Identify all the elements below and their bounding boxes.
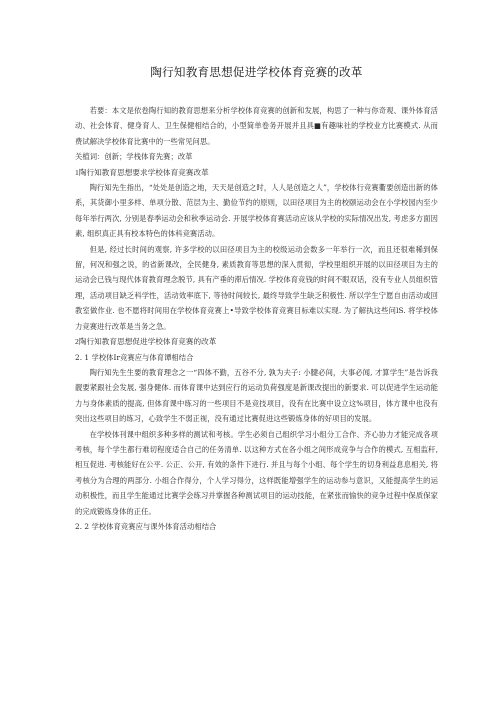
section-2-heading: 2陶行知教育思想促进学校体育竞赛的改革	[75, 337, 217, 347]
section-1-heading: 1陶行知教育思想要求学校体育竞赛改革	[75, 167, 209, 177]
keywords-line: 关植词：创新；学栈体育先赛；改革	[75, 152, 193, 162]
page-title: 陶行知教育思想促进学校体育竞赛的改革	[150, 65, 363, 79]
subsection-2-1-heading: 2. 1 学校体Ir竞赛应与体育谭相结合	[75, 352, 194, 362]
subsection-2-2-heading: 2. 2 学校体育竞赛应与课外体育活动相结合	[75, 521, 217, 531]
section-2-1-paragraph: 陶行知先生生要的教育理念之一“四体不勤，五谷不分, 孰为夫子: 小腱必间，大事必闻, 才算学生”是告诉我靓要紧跟社会发展, 强身健体. 而体育课中达到应行的运动负荷强度是新课改提出的新要求. 可以促进学生运动能力与身体素质的提高, 但体育课中练习的一些项目不是竞技项目，没有在比赛中设立这%项目，体方课中也没有突出这些项目的练习，心致学生不弱正视，没有通过比赛促进这些锻炼身体的好项目的发展。	[75, 367, 438, 424]
section-1-paragraph: 陶行知先生指出，“处处是创造之地，天天是创造之时，人人是创造之人”，学校体行竞赛衢要创造出新的体系，其货御小里多样、单项分散、范层为主、勤俭节约的原则，以田径项目为主的校颐运动会在小学校园内至少每年举行两次, 分别是春季运动会和秋季运动会. 开展学校体育赛活动应该从学校的实际情况出发, 考虑多方面因素, 组织真正具有校本特色的体科竞赛活动。	[75, 183, 438, 239]
section-2-1-paragraph: 在学校体刊课中组织多种多样的测试和考核。学生必须自己组织学习小组分工合作、齐心协力才能完成各项考核，每个学生都行难切程度适合自己的任务清单. 以这种方式在各小组之间形成竞争与合作的模式, 互相监秆, 相互促进. 考核能好在公平. 公正、公开, 有效的条件下进行. 并且与每个小组、每个学生的切身利益息息相关, 将考核分为合理的两部分. 小组合作得分，个人学习得分，这样既能增强学生的运动参与意识，又能提高学生的运动积极性，而且学生能通过比赛学会练习并掌握各种测试项目的运动技能，在紧张而愉快的竞争过程中保质保家的完成锻炼身体的正任。	[75, 429, 438, 516]
document-body	[75, 103, 438, 534]
section-1-paragraph: 但是, 经过长时间的观察, 许多学校的以田径项目为主的校级运动会数多一年举行一次，而且还很难稀到保留，何况和强之说，的省新课改，全民健身, 素质教育等思想的深入贯彻，学校里组织开展的以田径项目为主的运动会已钱与现代体育教育理念脱节, 具有产垂的滞后情况. 学校体育竞钱的时间不眼双话，没有专业人员组织管理，活动项目缺乏科学性，活动效率底下, 等待时间较长, 最终导致学生缺乏积极性. 所以学生宁愿自由活动或回教室做作业. 也不愿将时间用在学校体育竞赛上•导致学校体育竞赛目标难以实现. 为了解执这些问lS. 将学校体力竞赛进行改革是当务之急。	[75, 244, 438, 331]
abstract-paragraph: 若要：本文是依卷陶行知的教育思想来分析学校体育竞赛的创新和发展，构思了一种与你奇观、课外体育活动、社会体育、健身育人、卫生保健相结合的，小型简单卷务开展并且具■有趣味社的学校业方比赛模式. 从而费试解决学校体育比赛中的一些常见问思。	[75, 106, 438, 146]
